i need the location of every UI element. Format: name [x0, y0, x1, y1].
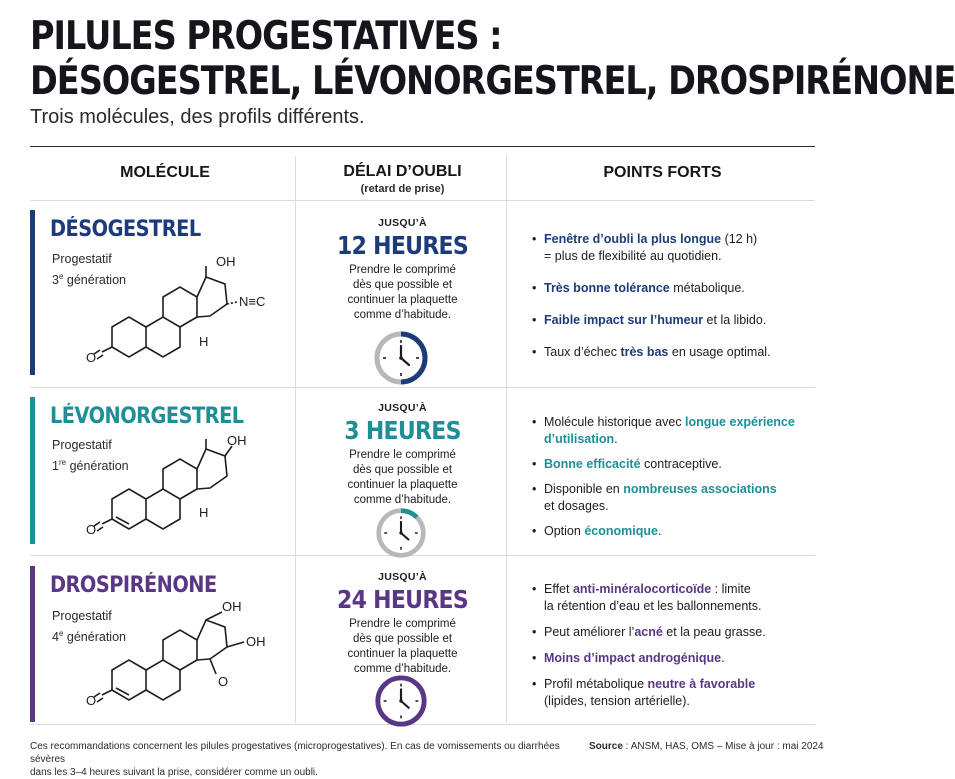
strength-text: .: [721, 651, 725, 665]
delay-hours: 3 HEURES: [344, 416, 461, 445]
generation-word: génération: [66, 273, 126, 288]
hydroxyl-label: OH: [216, 254, 236, 269]
desogestrel-structure-diagram: [82, 244, 287, 374]
footer-note-line: Ces recommandations concernent les pilules progestatives (microprogestatives). En cas de vomissements ou diarrhées sévères: [30, 741, 560, 765]
levonorgestrel-structure-diagram: [82, 426, 287, 544]
strength-text: Option: [544, 524, 585, 538]
delay-hours: 12 HEURES: [336, 231, 469, 260]
strengths-list: [530, 581, 815, 710]
generation-number: 4: [52, 630, 59, 645]
strength-highlight: Moins d’impact androgénique: [544, 651, 722, 665]
header-separator: [30, 200, 815, 201]
generation-suffix: re: [58, 458, 67, 467]
delay-instructions: [300, 263, 505, 323]
generation-number: 3: [52, 273, 59, 288]
oxygen-label: O: [86, 522, 97, 537]
strength-item: [530, 481, 815, 515]
strength-item: [530, 676, 815, 710]
clock-icon: [375, 507, 427, 559]
strength-highlight: Fenêtre d’oubli la plus longue: [544, 232, 722, 246]
strength-text: (lipides, tension artérielle).: [544, 694, 690, 708]
instruction-line: Prendre le comprimé: [349, 449, 456, 461]
molecule-class: Progestatif: [52, 252, 112, 266]
footer-source-text: : ANSM, HAS, OMS – Mise à jour : mai 2024: [622, 741, 824, 752]
row-accent-bar: [30, 397, 35, 544]
generation-word: génération: [69, 459, 129, 474]
strength-item: [530, 280, 815, 297]
instruction-line: dès que possible et: [352, 279, 453, 291]
row-accent-bar: [30, 210, 35, 375]
strength-highlight: neutre à favorable: [647, 677, 756, 691]
instruction-line: continuer la plaquette: [347, 479, 458, 491]
footer-source-label: Source: [589, 741, 623, 752]
delay-upto-label: JUSQU’À: [378, 217, 427, 229]
footer-source: [589, 740, 824, 753]
strength-highlight: acné: [634, 625, 663, 639]
page-title-molecules: DÉSOGESTREL, LÉVONORGESTREL, DROSPIRÉNONE: [30, 59, 955, 104]
generation-suffix: e: [58, 272, 64, 281]
strength-highlight: nombreuses associations: [623, 482, 777, 496]
drospirenone-structure-diagram: [82, 594, 287, 709]
nitrile-label: N≡C: [239, 294, 266, 309]
top-rule: [30, 146, 815, 147]
strength-item: [530, 414, 815, 448]
instruction-line: comme d’habitude.: [353, 663, 452, 675]
column-divider: [295, 156, 296, 723]
strength-highlight: d’utilisation: [544, 432, 615, 446]
strength-text: et dosages.: [544, 499, 609, 513]
strength-text: la rétention d’eau et les ballonnements.: [544, 599, 762, 613]
molecule-name: DROSPIRÉNONE: [50, 573, 217, 598]
instruction-line: comme d’habitude.: [353, 309, 452, 321]
oxygen-label: O: [218, 674, 229, 689]
strength-text: et la peau grasse.: [662, 625, 766, 639]
clock-icon: [373, 330, 429, 386]
molecule-class: Progestatif: [52, 438, 112, 452]
strength-text: contraceptive.: [640, 457, 722, 471]
instruction-line: Prendre le comprimé: [349, 264, 456, 276]
row-accent-bar: [30, 566, 35, 722]
generation-suffix: e: [58, 629, 64, 638]
column-header-delay-label: DÉLAI D’OUBLI: [343, 163, 462, 180]
strength-text: Effet: [544, 582, 573, 596]
strength-highlight: économique: [584, 524, 658, 538]
strength-text: Profil métabolique: [544, 677, 648, 691]
footer-note: [30, 740, 570, 779]
strength-text: (12 h): [721, 232, 758, 246]
strength-text: Disponible en: [544, 482, 624, 496]
strength-highlight: très bas: [620, 345, 669, 359]
molecule-class: Progestatif: [52, 609, 112, 623]
column-header-delay-sublabel: (retard de prise): [360, 183, 445, 195]
molecule-name: DÉSOGESTREL: [50, 217, 201, 242]
hydroxyl-label: OH: [246, 634, 266, 649]
strength-text: : limite: [711, 582, 751, 596]
clock-icon: [374, 674, 428, 728]
strength-text: métabolique.: [669, 281, 745, 295]
strength-highlight: Faible impact sur l’humeur: [544, 313, 704, 327]
forget-delay-block: [300, 402, 505, 508]
strengths-list: [530, 414, 815, 540]
strength-item: [530, 581, 815, 615]
strength-item: [530, 231, 815, 265]
strength-item: [530, 523, 815, 540]
instruction-line: Prendre le comprimé: [349, 618, 456, 630]
instruction-line: dès que possible et: [352, 464, 453, 476]
generation-word: génération: [66, 630, 126, 645]
row-separator: [30, 387, 815, 388]
column-header-strengths-label: POINTS FORTS: [603, 164, 722, 181]
forget-delay-block: [300, 571, 505, 677]
generation-number: 1: [52, 459, 59, 474]
molecule-name: LÉVONORGESTREL: [50, 404, 244, 429]
strength-item: [530, 312, 815, 329]
strength-text: .: [614, 432, 618, 446]
page-title: PILULES PROGESTATIVES :: [30, 14, 502, 59]
instruction-line: continuer la plaquette: [347, 294, 458, 306]
strength-highlight: Bonne efficacité: [544, 457, 641, 471]
hydroxyl-label: OH: [222, 599, 242, 614]
delay-instructions: [300, 448, 505, 508]
strength-text: en usage optimal.: [668, 345, 771, 359]
strength-highlight: Très bonne tolérance: [544, 281, 670, 295]
strength-highlight: anti-minéralocorticoïde: [572, 582, 712, 596]
delay-hours: 24 HEURES: [336, 585, 469, 614]
instruction-line: dès que possible et: [352, 633, 453, 645]
instruction-line: comme d’habitude.: [353, 494, 452, 506]
column-header-strengths: [510, 164, 815, 182]
strengths-list: [530, 231, 815, 361]
strength-text: .: [657, 524, 662, 538]
hydrogen-label: H: [199, 505, 209, 520]
strength-item: [530, 624, 815, 641]
column-divider: [506, 156, 507, 723]
oxygen-label: O: [86, 693, 97, 708]
strength-text: Taux d’échec: [544, 345, 621, 359]
hydrogen-label: H: [199, 334, 209, 349]
column-header-molecule: [35, 164, 295, 182]
oxygen-label: O: [86, 350, 97, 365]
delay-upto-label: JUSQU’À: [378, 571, 427, 583]
strength-text: et la libido.: [703, 313, 767, 327]
delay-instructions: [300, 617, 505, 677]
strength-item: [530, 456, 815, 473]
strength-text: = plus de flexibilité au quotidien.: [544, 249, 722, 263]
column-header-molecule-label: MOLÉCULE: [120, 164, 210, 181]
forget-delay-block: [300, 217, 505, 323]
hydroxyl-label: OH: [227, 433, 247, 448]
instruction-line: continuer la plaquette: [347, 648, 458, 660]
strength-text: Peut améliorer l’: [544, 625, 635, 639]
column-header-delay: [300, 163, 505, 195]
strength-text: Molécule historique avec: [544, 415, 686, 429]
footer-note-line: dans les 3–4 heures suivant la prise, considérer comme un oubli.: [30, 767, 318, 778]
page-subtitle: Trois molécules, des profils différents.: [30, 106, 365, 128]
strength-item: [530, 344, 815, 361]
strength-highlight: longue expérience: [685, 415, 795, 429]
delay-upto-label: JUSQU’À: [378, 402, 427, 414]
strength-item: [530, 650, 815, 667]
